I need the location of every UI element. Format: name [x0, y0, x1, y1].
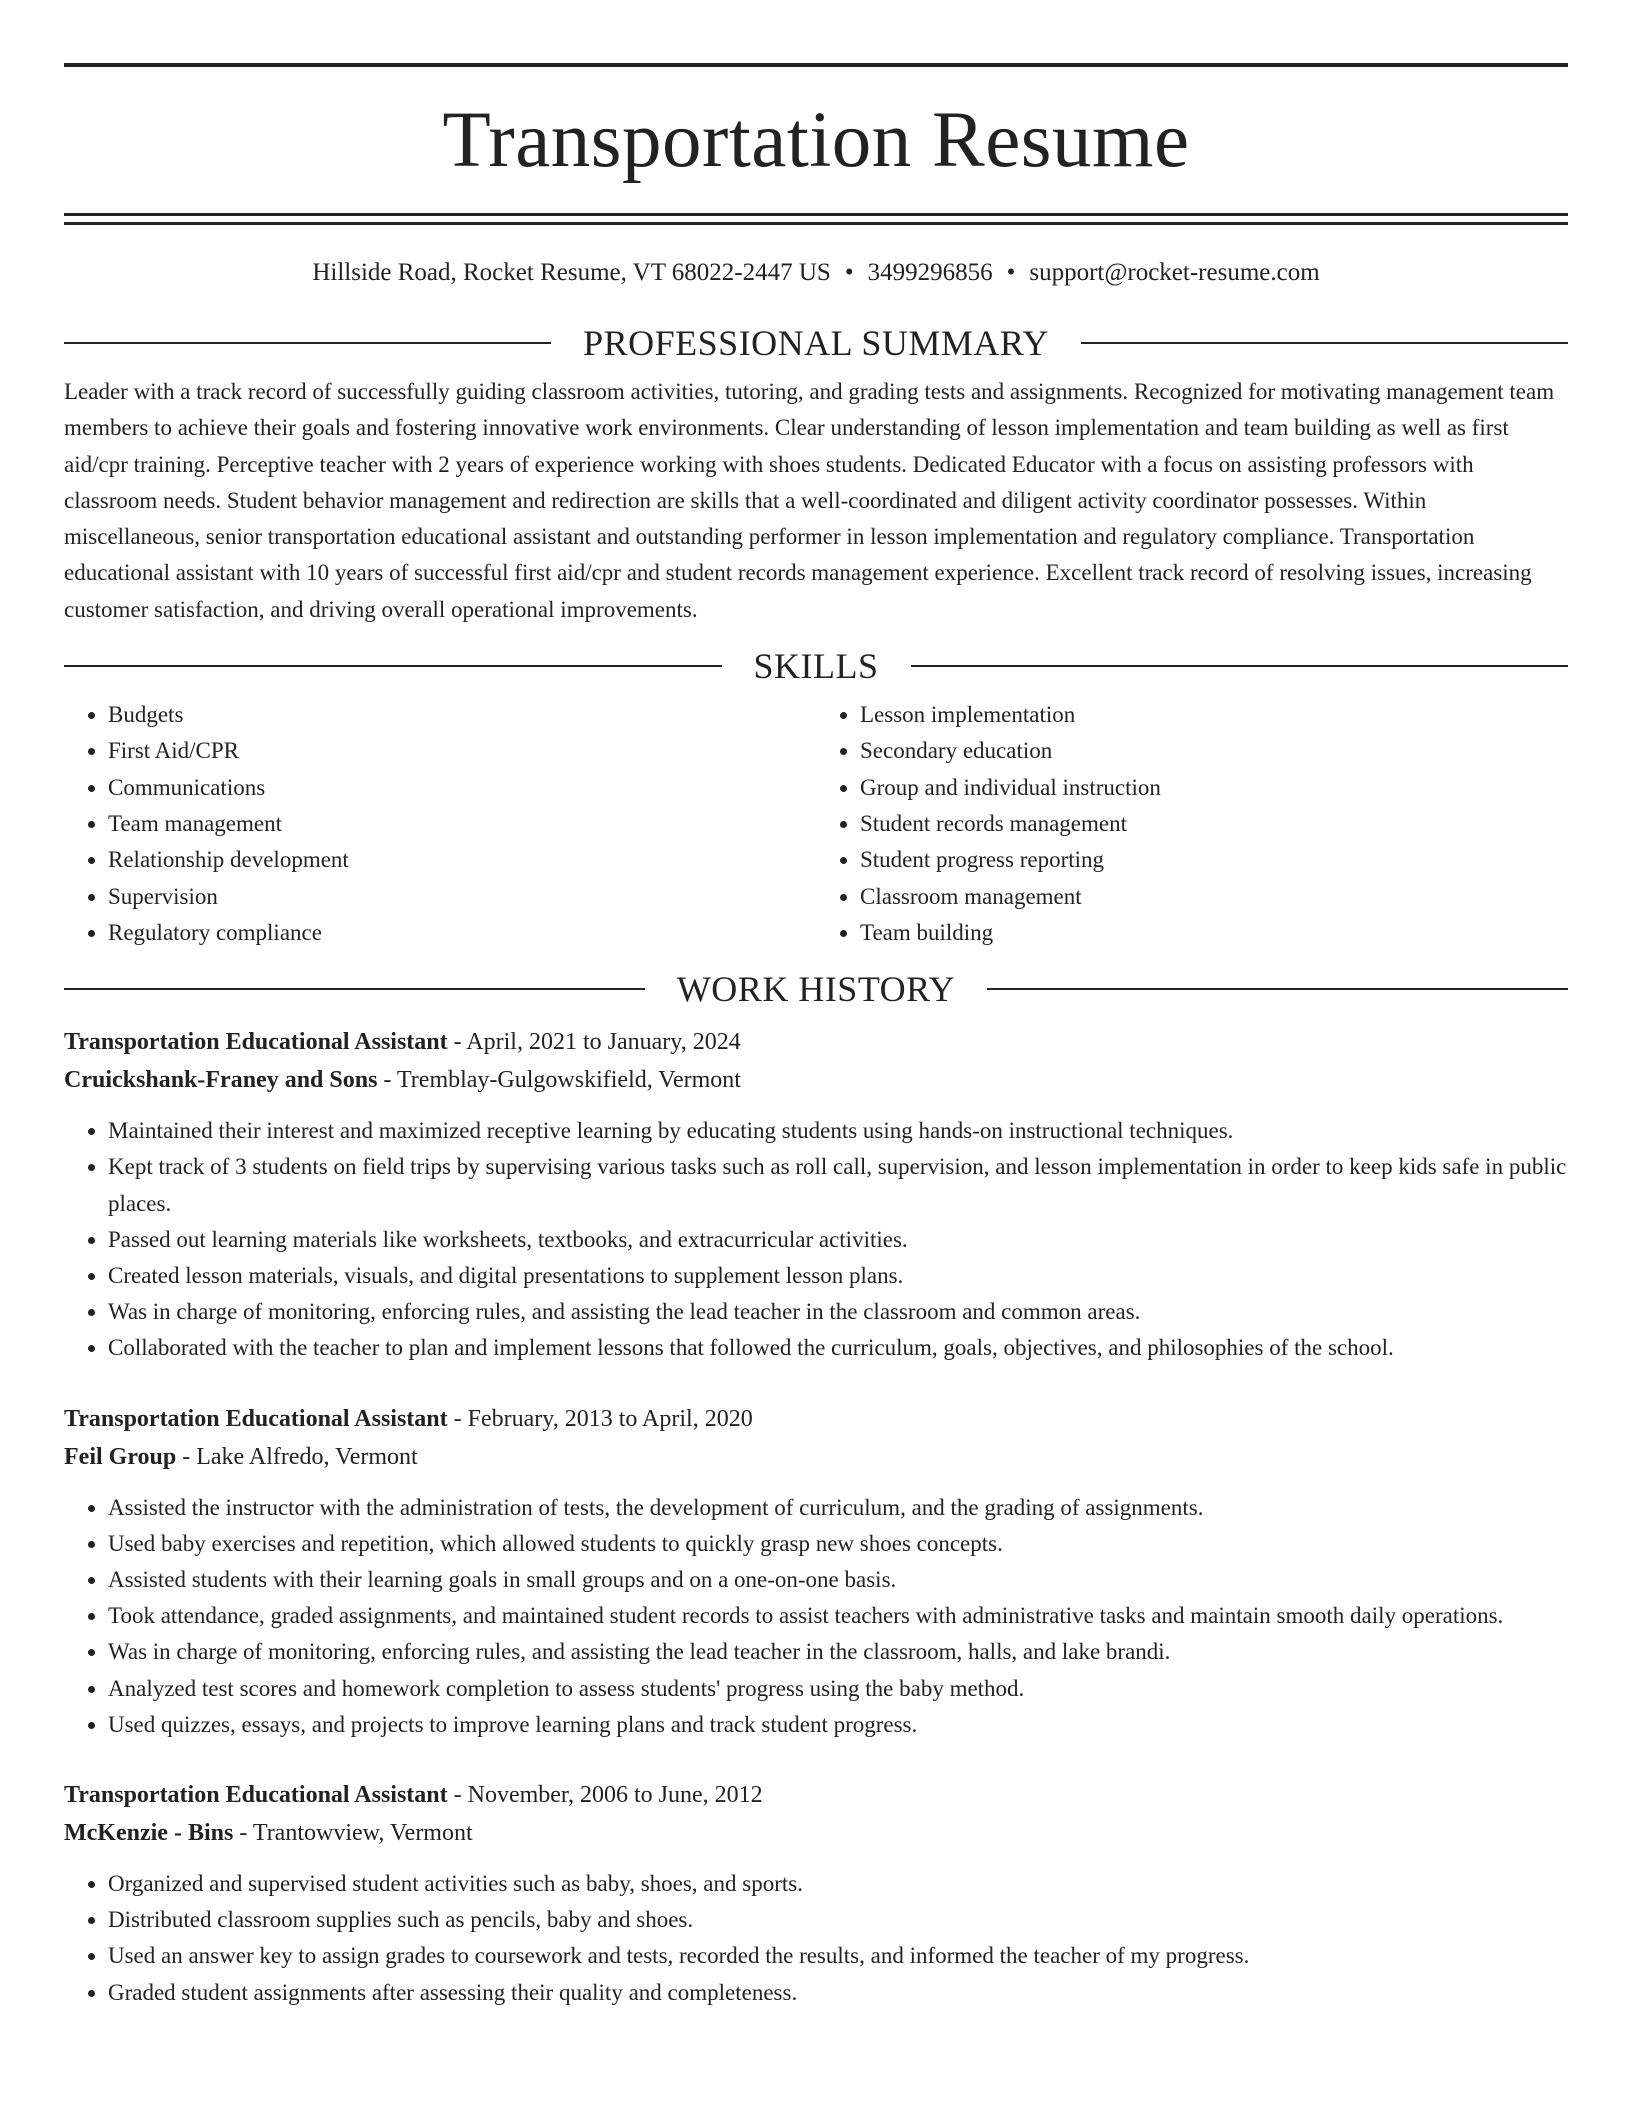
- job-duties: [64, 1866, 1568, 2011]
- job-company-line: [64, 1814, 1568, 1852]
- job-entry: [64, 1023, 1568, 1366]
- duty-item: • Analyzed test scores and homework completion to assess students' progress using the baby method.: [108, 1671, 1568, 1707]
- skill-item: • Team management: [108, 806, 816, 842]
- job-company: Feil Group: [64, 1443, 177, 1470]
- skill-item: • Budgets: [108, 697, 816, 733]
- job-dates: - November, 2006 to June, 2012: [447, 1782, 763, 1808]
- skills-column-right: [816, 697, 1568, 951]
- job-dates: - April, 2021 to January, 2024: [447, 1029, 741, 1056]
- skills-section-header: [64, 644, 1568, 688]
- divider-line: [987, 988, 1568, 990]
- duty-item: • Assisted students with their learning goals in small groups and on a one-on-one basis.: [108, 1562, 1568, 1598]
- divider-line: [64, 988, 645, 990]
- duty-item: • Passed out learning materials like worksheets, textbooks, and extracurricular activities.: [108, 1222, 1568, 1258]
- job-duties: [64, 1490, 1568, 1743]
- summary-paragraph: Leader with a track record of successfully guiding classroom activities, tutoring, and grading tests and assignments. Recognized for motivating management team members to achieve their goals and fostering innovative work environments. Clear understanding of lesson implementation and team building as well as first aid/cpr training. Perceptive teacher with 2 years of experience working with shoes students. Dedicated Educator with a focus on assisting professors with classroom needs. Student behavior management and redirection are skills that a well-coordinated and diligent activity coordinator possesses. Within miscellaneous, senior transportation educational assistant and outstanding performer in lesson implementation and regulatory compliance. Transportation educational assistant with 10 years of successful first aid/cpr and student records management experience. Excellent track record of resolving issues, increasing customer satisfaction, and driving overall operational improvements.: [64, 379, 1555, 622]
- skill-item: • Student progress reporting: [860, 842, 1568, 878]
- duty-item: • Organized and supervised student activities such as baby, shoes, and sports.: [108, 1866, 1568, 1902]
- duty-item: • Used quizzes, essays, and projects to improve learning plans and track student progress.: [108, 1707, 1568, 1743]
- skill-item: • Relationship development: [108, 842, 816, 878]
- skill-item: • Secondary education: [860, 733, 1568, 769]
- skill-item: • Student records management: [860, 806, 1568, 842]
- duty-item: • Kept track of 3 students on field trips by supervising various tasks such as roll call, supervision, and lesson implementation in order to keep kids safe in public places.: [108, 1149, 1568, 1221]
- job-duties: [64, 1113, 1568, 1366]
- duty-item: • Created lesson materials, visuals, and digital presentations to supplement lesson plans.: [108, 1258, 1568, 1294]
- duty-item: • Was in charge of monitoring, enforcing rules, and assisting the lead teacher in the classroom and common areas.: [108, 1294, 1568, 1330]
- title-double-rule: [64, 213, 1568, 225]
- duty-item: • Assisted the instructor with the administration of tests, the development of curriculum, and the grading of assignments.: [108, 1490, 1568, 1526]
- skill-item: • Classroom management: [860, 879, 1568, 915]
- resume-page: [64, 0, 1568, 2011]
- job-title: Transportation Educational Assistant: [64, 1029, 448, 1056]
- job-title-line: [64, 1400, 1568, 1438]
- divider-line: [911, 665, 1569, 667]
- duty-item: • Used baby exercises and repetition, which allowed students to quickly grasp new shoes concepts.: [108, 1526, 1568, 1562]
- contact-separator: •: [844, 259, 854, 286]
- duty-item: • Took attendance, graded assignments, and maintained student records to assist teachers with administrative tasks and maintain smooth daily operations.: [108, 1598, 1568, 1634]
- duty-item: • Collaborated with the teacher to plan and implement lessons that followed the curriculum, goals, objectives, and philosophies of the school.: [108, 1330, 1568, 1366]
- duty-item: • Graded student assignments after assessing their quality and completeness.: [108, 1975, 1568, 2011]
- work-heading: WORK HISTORY: [676, 969, 956, 1010]
- work-section-header: [64, 967, 1568, 1011]
- skill-item: • Supervision: [108, 879, 816, 915]
- job-location: - Lake Alfredo, Vermont: [176, 1443, 418, 1470]
- skill-item: • Communications: [108, 770, 816, 806]
- divider-line: [1081, 342, 1568, 344]
- job-location: - Tremblay-Gulgowskifield, Vermont: [377, 1067, 741, 1094]
- job-title: Transportation Educational Assistant: [64, 1405, 448, 1432]
- contact-address: Hillside Road, Rocket Resume, VT 68022-2447 US: [312, 259, 831, 286]
- contact-phone: 3499296856: [867, 259, 993, 286]
- job-location: - Trantowview, Vermont: [233, 1820, 473, 1846]
- skills-heading: SKILLS: [753, 646, 879, 687]
- duty-item: • Used an answer key to assign grades to coursework and tests, recorded the results, and informed the teacher of my progress.: [108, 1938, 1568, 1974]
- job-company-line: [64, 1438, 1568, 1476]
- skill-item: • Regulatory compliance: [108, 915, 816, 951]
- duty-item: • Was in charge of monitoring, enforcing rules, and assisting the lead teacher in the classroom, halls, and lake brandi.: [108, 1634, 1568, 1670]
- skill-item: • Lesson implementation: [860, 697, 1568, 733]
- skills-list: [64, 697, 1568, 951]
- contact-line: [64, 258, 1568, 288]
- duty-item: • Distributed classroom supplies such as pencils, baby and shoes.: [108, 1902, 1568, 1938]
- job-company-line: [64, 1061, 1568, 1099]
- job-title-line: [64, 1023, 1568, 1061]
- job-company: McKenzie - Bins: [64, 1820, 234, 1846]
- job-company: Cruickshank-Franey and Sons: [64, 1067, 378, 1094]
- summary-section-header: [64, 321, 1568, 365]
- job-entry: [64, 1776, 1568, 2011]
- skill-item: • First Aid/CPR: [108, 733, 816, 769]
- contact-email: support@rocket-resume.com: [1029, 259, 1320, 286]
- page-title: Transportation Resume: [442, 97, 1190, 184]
- top-rule: [64, 63, 1568, 67]
- skills-column-left: [64, 697, 816, 951]
- job-title-line: [64, 1776, 1568, 1814]
- job-entry: [64, 1400, 1568, 1743]
- skill-item: • Team building: [860, 915, 1568, 951]
- duty-item: • Maintained their interest and maximized receptive learning by educating students using hands-on instructional techniques.: [108, 1113, 1568, 1149]
- job-title: Transportation Educational Assistant: [64, 1782, 448, 1808]
- divider-line: [64, 665, 722, 667]
- job-dates: - February, 2013 to April, 2020: [447, 1405, 753, 1432]
- contact-separator: •: [1006, 259, 1016, 286]
- divider-line: [64, 342, 551, 344]
- summary-heading: PROFESSIONAL SUMMARY: [583, 323, 1049, 363]
- skill-item: • Group and individual instruction: [860, 770, 1568, 806]
